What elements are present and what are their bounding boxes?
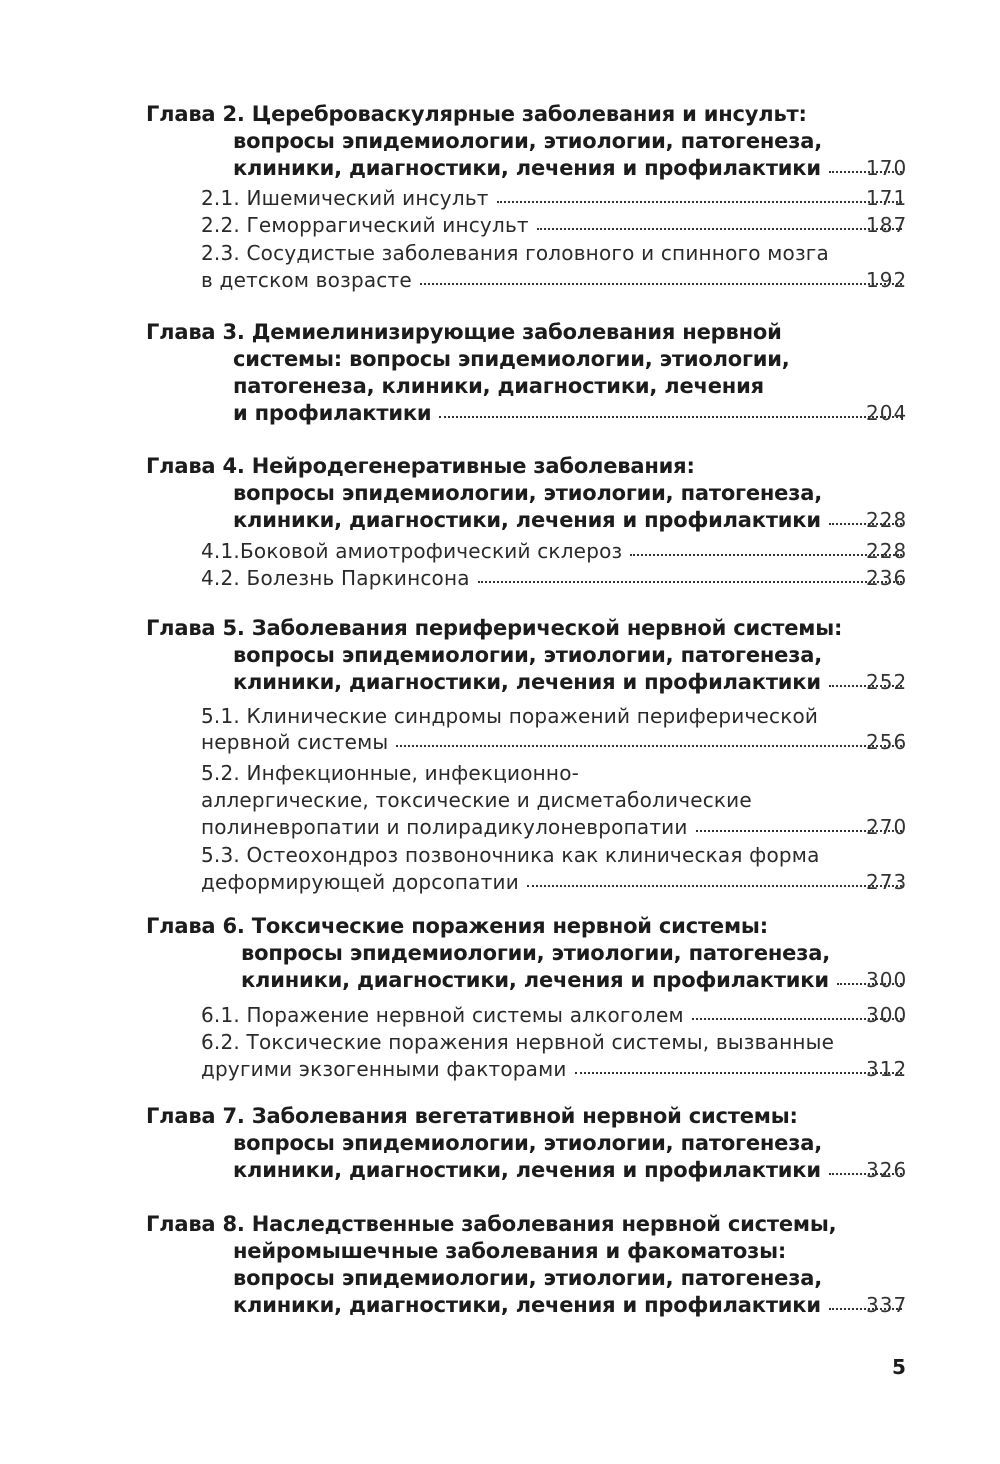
- section-2-3-line-2: [201, 266, 906, 294]
- section-4-2-line-1: [201, 564, 906, 592]
- chapter-8-title-line-1-text: Глава 8. Наследственные заболевания нервной системы,: [146, 1212, 837, 1236]
- section-6-2-line-1-text: 6.2. Токсические поражения нервной системы, вызванные: [201, 1030, 835, 1054]
- chapter-3-title-line-3-text: патогенеза, клиники, диагностики, лечения: [233, 374, 764, 398]
- chapter-8-title-line-4-text: клиники, диагностики, лечения и профилактики: [233, 1293, 821, 1317]
- chapter-5-title-line-3: [233, 668, 906, 696]
- section-2-3-page-number: 192: [866, 268, 908, 292]
- leader-dots: [692, 1018, 902, 1020]
- section-5-3-page-number: 273: [866, 870, 908, 894]
- chapter-7-title-line-2: [233, 1129, 822, 1157]
- section-5-2-line-3: [201, 813, 906, 841]
- chapter-6-title-line-2: [241, 939, 830, 967]
- chapter-3-title-line-1: [146, 318, 782, 346]
- chapter-8-title-line-3: [233, 1264, 822, 1292]
- section-5-2-line-3-text: полиневропатии и полирадикулоневропатии: [201, 815, 688, 839]
- section-6-2-line-2-text: другими экзогенными факторами: [201, 1057, 567, 1081]
- chapter-8-title-line-2: [233, 1237, 786, 1265]
- section-5-2-line-1-text: 5.2. Инфекционные, инфекционно-: [201, 761, 580, 785]
- section-2-1-line-1: [201, 184, 906, 212]
- chapter-6-title-line-3: [241, 966, 906, 994]
- leader-dots: [829, 1173, 902, 1175]
- chapter-5-title-line-2: [233, 641, 822, 669]
- leader-dots: [527, 885, 902, 887]
- chapter-8-title-page-number: 337: [866, 1293, 908, 1317]
- chapter-7-title-line-3: [233, 1156, 906, 1184]
- page-number: 5: [892, 1355, 906, 1379]
- chapter-4-title-line-1-text: Глава 4. Нейродегенеративные заболевания:: [146, 454, 695, 478]
- section-2-3-line-1-text: 2.3. Сосудистые заболевания головного и спинного мозга: [201, 241, 829, 265]
- chapter-4-title-line-2: [233, 479, 822, 507]
- leader-dots: [396, 745, 902, 747]
- section-5-1-page-number: 256: [866, 730, 908, 754]
- chapter-3-title-line-1-text: Глава 3. Демиелинизирующие заболевания нервной: [146, 320, 782, 344]
- section-2-2-page-number: 187: [866, 213, 908, 237]
- section-5-1-line-2: [201, 728, 906, 756]
- chapter-4-title-line-1: [146, 452, 695, 480]
- chapter-6-title-page-number: 300: [866, 968, 908, 992]
- section-2-1-page-number: 171: [866, 186, 908, 210]
- section-2-3-line-2-text: в детском возрасте: [201, 268, 412, 292]
- section-5-3-line-1: [201, 841, 820, 869]
- section-5-2-line-2-text: аллергические, токсические и дисметаболические: [201, 788, 752, 812]
- leader-dots: [829, 523, 902, 525]
- chapter-2-title-line-1-text: Глава 2. Цереброваскулярные заболевания и инсульт:: [146, 102, 807, 126]
- chapter-3-title-line-4: [233, 399, 906, 427]
- section-4-1-line-1: [201, 537, 906, 565]
- section-5-1-line-2-text: нервной системы: [201, 730, 389, 754]
- section-2-2-line-1-text: 2.2. Геморрагический инсульт: [201, 213, 529, 237]
- chapter-5-title-line-1: [146, 614, 842, 642]
- leader-dots: [837, 983, 902, 985]
- chapter-7-title-line-1-text: Глава 7. Заболевания вегетативной нервной системы:: [146, 1104, 798, 1128]
- section-4-2-line-1-text: 4.2. Болезнь Паркинсона: [201, 566, 470, 590]
- chapter-7-title-line-3-text: клиники, диагностики, лечения и профилактики: [233, 1158, 821, 1182]
- chapter-2-title-line-1: [146, 100, 807, 128]
- leader-dots: [630, 554, 902, 556]
- section-2-2-line-1: [201, 211, 906, 239]
- section-5-2-line-2: [201, 786, 752, 814]
- chapter-6-title-line-3-text: клиники, диагностики, лечения и профилактики: [241, 968, 829, 992]
- section-2-3-line-1: [201, 239, 829, 267]
- chapter-7-title-page-number: 326: [866, 1158, 908, 1182]
- chapter-8-title-line-3-text: вопросы эпидемиологии, этиологии, патогенеза,: [233, 1266, 822, 1290]
- section-5-3-line-2-text: деформирующей дорсопатии: [201, 870, 519, 894]
- section-4-1-page-number: 228: [866, 539, 908, 563]
- section-6-2-page-number: 312: [866, 1057, 908, 1081]
- leader-dots: [696, 830, 902, 832]
- section-5-2-page-number: 270: [866, 815, 908, 839]
- section-6-1-page-number: 300: [866, 1003, 908, 1027]
- section-5-2-line-1: [201, 759, 579, 787]
- chapter-8-title-line-1: [146, 1210, 836, 1238]
- chapter-3-title-line-2: [233, 345, 790, 373]
- chapter-8-title-line-4: [233, 1291, 906, 1319]
- chapter-4-title-page-number: 228: [866, 508, 908, 532]
- leader-dots: [497, 201, 902, 203]
- section-6-1-line-1: [201, 1001, 906, 1029]
- chapter-3-title-line-4-text: и профилактики: [233, 401, 432, 425]
- chapter-5-title-page-number: 252: [866, 670, 908, 694]
- chapter-3-title-line-3: [233, 372, 764, 400]
- chapter-5-title-line-3-text: клиники, диагностики, лечения и профилактики: [233, 670, 821, 694]
- section-6-1-line-1-text: 6.1. Поражение нервной системы алкоголем: [201, 1003, 684, 1027]
- section-5-1-line-1: [201, 702, 818, 730]
- leader-dots: [439, 416, 902, 418]
- chapter-4-title-line-2-text: вопросы эпидемиологии, этиологии, патогенеза,: [233, 481, 822, 505]
- leader-dots: [829, 171, 902, 173]
- section-6-2-line-1: [201, 1028, 834, 1056]
- leader-dots: [829, 685, 902, 687]
- chapter-6-title-line-1-text: Глава 6. Токсические поражения нервной системы:: [146, 914, 768, 938]
- section-4-1-line-1-text: 4.1.Боковой амиотрофический склероз: [201, 539, 623, 563]
- section-4-2-page-number: 236: [866, 566, 908, 590]
- section-5-3-line-1-text: 5.3. Остеохондроз позвоночника как клиническая форма: [201, 843, 820, 867]
- leader-dots: [478, 581, 902, 583]
- chapter-2-title-line-3: [233, 154, 906, 182]
- chapter-2-title-line-2: [233, 127, 822, 155]
- chapter-2-title-line-3-text: клиники, диагностики, лечения и профилактики: [233, 156, 821, 180]
- chapter-2-title-page-number: 170: [866, 156, 908, 180]
- leader-dots: [575, 1072, 902, 1074]
- section-5-1-line-1-text: 5.1. Клинические синдромы поражений периферической: [201, 704, 819, 728]
- chapter-8-title-line-2-text: нейромышечные заболевания и факоматозы:: [233, 1239, 787, 1263]
- chapter-6-title-line-1: [146, 912, 768, 940]
- chapter-7-title-line-1: [146, 1102, 798, 1130]
- leader-dots: [537, 228, 902, 230]
- section-6-2-line-2: [201, 1055, 906, 1083]
- leader-dots: [420, 283, 902, 285]
- chapter-3-title-line-2-text: системы: вопросы эпидемиологии, этиологии,: [233, 347, 790, 371]
- chapter-2-title-line-2-text: вопросы эпидемиологии, этиологии, патогенеза,: [233, 129, 822, 153]
- leader-dots: [829, 1308, 902, 1310]
- chapter-6-title-line-2-text: вопросы эпидемиологии, этиологии, патогенеза,: [241, 941, 830, 965]
- chapter-4-title-line-3: [233, 506, 906, 534]
- chapter-3-title-page-number: 204: [866, 401, 908, 425]
- section-2-1-line-1-text: 2.1. Ишемический инсульт: [201, 186, 489, 210]
- chapter-5-title-line-2-text: вопросы эпидемиологии, этиологии, патогенеза,: [233, 643, 822, 667]
- chapter-5-title-line-1-text: Глава 5. Заболевания периферической нервной системы:: [146, 616, 843, 640]
- chapter-7-title-line-2-text: вопросы эпидемиологии, этиологии, патогенеза,: [233, 1131, 822, 1155]
- section-5-3-line-2: [201, 868, 906, 896]
- chapter-4-title-line-3-text: клиники, диагностики, лечения и профилактики: [233, 508, 821, 532]
